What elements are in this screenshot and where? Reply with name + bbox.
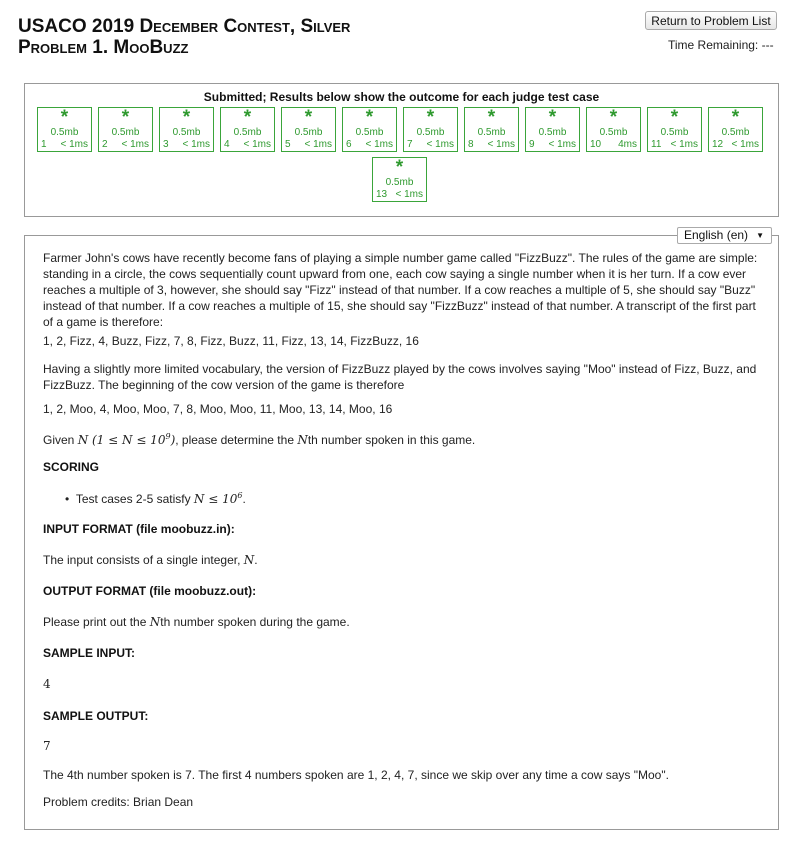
scoring-heading: SCORING xyxy=(43,460,100,474)
test-case-time: < 1ms xyxy=(426,139,454,150)
test-case-result xyxy=(525,107,580,152)
test-case-result xyxy=(708,107,763,152)
chevron-down-icon: ▼ xyxy=(756,231,764,240)
checkmark-star-icon: * xyxy=(121,107,130,128)
moo-sequence: 1, 2, Moo, 4, Moo, Moo, 7, 8, Moo, Moo, 11, Moo, 13, 14, Moo, 16 xyxy=(43,402,393,416)
test-case-number: 6 xyxy=(346,139,352,150)
input-format-heading: INPUT FORMAT (file moobuzz.in): xyxy=(43,522,235,536)
test-case-number: 3 xyxy=(163,139,169,150)
test-case-number: 11 xyxy=(651,139,662,150)
checkmark-star-icon: * xyxy=(395,157,404,178)
test-case-number: 12 xyxy=(712,139,724,150)
sample-input-value: 4 xyxy=(43,677,51,691)
test-case-memory: 0.5mb xyxy=(660,127,689,138)
test-case-memory: 0.5mb xyxy=(50,127,79,138)
test-case-time: < 1ms xyxy=(548,139,576,150)
checkmark-star-icon: * xyxy=(548,107,557,128)
test-case-memory: 0.5mb xyxy=(233,127,262,138)
test-case-result xyxy=(403,107,458,152)
test-case-time: < 1ms xyxy=(487,139,515,150)
checkmark-star-icon: * xyxy=(182,107,191,128)
checkmark-star-icon: * xyxy=(60,107,69,128)
checkmark-star-icon: * xyxy=(365,107,374,128)
test-case-number: 8 xyxy=(468,139,474,150)
test-case-number: 5 xyxy=(285,139,291,150)
moo-description: Having a slightly more limited vocabulary, the version of FizzBuzz played by the cows involves saying "Moo" instead of Fizz, Buzz, and FizzBuzz. The beginning of the cow version of the game is therefore xyxy=(43,362,757,392)
problem-intro: Farmer John's cows have recently become fans of playing a simple number game called "FizzBuzz". The rules of the game are simple: standing in a circle, the cows sequentially count upward from one, each cow saying a single number when it is her turn. If a cow ever reaches a multiple of 3, however, she should say "Fizz" instead of that number. If a cow reaches a multiple of 5, she should say "Buzz" instead of that number. If a cow reaches a multiple of 15, she should say "FizzBuzz" instead of that number. A transcript of the first part of a game is therefore: xyxy=(43,251,758,329)
test-case-result xyxy=(342,107,397,152)
page-title xyxy=(18,16,350,58)
test-case-time: < 1ms xyxy=(670,139,698,150)
checkmark-star-icon: * xyxy=(487,107,496,128)
checkmark-star-icon: * xyxy=(609,107,618,128)
test-case-memory: 0.5mb xyxy=(477,127,506,138)
test-case-number: 1 xyxy=(41,139,47,150)
test-case-number: 2 xyxy=(102,139,108,150)
checkmark-star-icon: * xyxy=(426,107,435,128)
test-case-memory: 0.5mb xyxy=(355,127,384,138)
sample-input-heading: SAMPLE INPUT: xyxy=(43,646,136,660)
checkmark-star-icon: * xyxy=(670,107,679,128)
contest-title: USACO 2019 December Contest, Silver xyxy=(18,16,351,37)
return-to-problem-list-button[interactable]: Return to Problem List xyxy=(645,11,777,30)
test-case-result xyxy=(159,107,214,152)
time-remaining: Time Remaining: --- xyxy=(668,38,774,52)
sample-output-value: 7 xyxy=(43,739,51,753)
checkmark-star-icon: * xyxy=(243,107,252,128)
test-case-result xyxy=(372,157,427,202)
test-case-result xyxy=(98,107,153,152)
test-case-time: 4ms xyxy=(618,139,637,150)
results-title: Submitted; Results below show the outcome for each judge test case xyxy=(203,90,600,104)
test-case-result xyxy=(220,107,275,152)
checkmark-star-icon: * xyxy=(304,107,313,128)
test-case-time: < 1ms xyxy=(182,139,210,150)
test-case-memory: 0.5mb xyxy=(385,177,414,188)
test-case-time: < 1ms xyxy=(121,139,149,150)
test-case-time: < 1ms xyxy=(60,139,88,150)
test-case-result xyxy=(281,107,336,152)
test-case-memory: 0.5mb xyxy=(294,127,323,138)
test-case-result xyxy=(586,107,641,152)
test-case-time: < 1ms xyxy=(365,139,393,150)
language-selected: English (en) xyxy=(684,228,749,242)
test-case-memory: 0.5mb xyxy=(599,127,628,138)
test-case-time: < 1ms xyxy=(731,139,759,150)
given-statement: Given N $(1 \le N \le 10^9)$, please determine the Nth number spoken in this game. xyxy=(43,432,476,447)
scoring-bullet: • Test cases 2-5 satisfy $N \le 10^6$. xyxy=(65,491,246,506)
input-format-text: The input consists of a single integer, N. xyxy=(43,553,258,567)
sample-explanation: The 4th number spoken is 7. The first 4 numbers spoken are 1, 2, 4, 7, since we skip over any time a cow says "Moo". xyxy=(43,768,669,782)
test-case-result xyxy=(37,107,92,152)
test-case-memory: 0.5mb xyxy=(172,127,201,138)
test-case-number: 13 xyxy=(376,189,388,200)
output-format-text: Please print out the Nth number spoken during the game. xyxy=(43,615,350,629)
test-case-time: < 1ms xyxy=(243,139,271,150)
test-case-number: 10 xyxy=(590,139,602,150)
test-case-time: < 1ms xyxy=(395,189,423,200)
checkmark-star-icon: * xyxy=(731,107,740,128)
test-case-number: 4 xyxy=(224,139,230,150)
problem-credits: Problem credits: Brian Dean xyxy=(43,795,194,809)
test-case-memory: 0.5mb xyxy=(538,127,567,138)
sample-output-heading: SAMPLE OUTPUT: xyxy=(43,709,149,723)
test-case-result xyxy=(464,107,519,152)
test-case-time: < 1ms xyxy=(304,139,332,150)
test-case-memory: 0.5mb xyxy=(721,127,750,138)
language-select[interactable] xyxy=(677,227,772,244)
test-case-memory: 0.5mb xyxy=(111,127,140,138)
fizzbuzz-sequence: 1, 2, Fizz, 4, Buzz, Fizz, 7, 8, Fizz, Buzz, 11, Fizz, 13, 14, FizzBuzz, 16 xyxy=(43,334,419,348)
output-format-heading: OUTPUT FORMAT (file moobuzz.out): xyxy=(43,584,257,598)
test-case-result xyxy=(647,107,702,152)
test-case-number: 7 xyxy=(407,139,413,150)
problem-title: Problem 1. MooBuzz xyxy=(18,37,189,58)
test-case-number: 9 xyxy=(529,139,535,150)
test-case-memory: 0.5mb xyxy=(416,127,445,138)
